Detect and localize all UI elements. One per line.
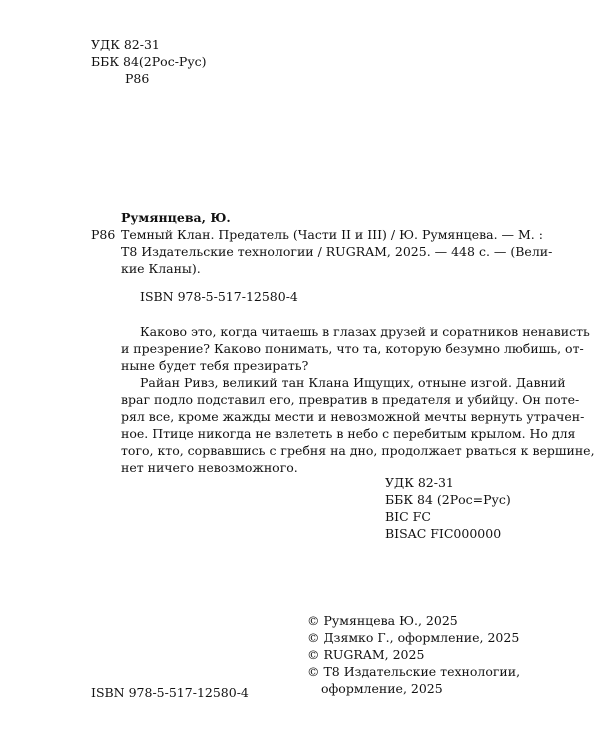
classification-line: BIC FC: [385, 509, 431, 524]
author-mark: Р86: [125, 71, 150, 86]
bib-line: Темный Клан. Предатель (Части II и III) / Ю. Румянцева. — М. :: [121, 227, 543, 242]
classification-line: УДК 82-31: [385, 475, 454, 490]
bbk-code: ББК 84(2Рос-Рус): [91, 54, 207, 69]
udk-code: УДК 82-31: [91, 37, 160, 52]
record-author: Румянцева, Ю.: [121, 210, 231, 225]
bib-line: кие Кланы).: [121, 261, 201, 276]
classification-line: ББК 84 (2Рос=Рус): [385, 492, 511, 507]
bibliographic-record: [121, 226, 553, 277]
copyright-line: оформление, 2025: [321, 681, 443, 696]
record-author-mark: Р86: [91, 227, 116, 242]
classification-line: BISAC FIC000000: [385, 526, 502, 541]
copyright-line: © Дзямко Г., оформление, 2025: [307, 630, 520, 645]
copyright-line: © RUGRAM, 2025: [307, 647, 425, 662]
copyright-line: © Т8 Издательские технологии,: [307, 664, 521, 679]
annotation-line: Каково это, когда читаешь в глазах друзей и соратников ненависть: [140, 324, 590, 339]
isbn-footer: ISBN 978-5-517-12580-4: [91, 685, 249, 700]
annotation-line: нет ничего невозможного.: [121, 460, 298, 475]
copyright-line: © Румянцева Ю., 2025: [307, 613, 458, 628]
annotation-line: враг подло подставил его, превратив в предателя и убийцу. Он поте-: [121, 392, 580, 407]
bib-line: Т8 Издательские технологии / RUGRAM, 2025. — 448 с. — (Вели-: [121, 244, 553, 259]
annotation-line: рял все, кроме жажды мести и невозможной мечты вернуть утрачен-: [121, 409, 585, 424]
annotation-line: Райан Ривз, великий тан Клана Ищущих, отныне изгой. Давний: [140, 375, 566, 390]
annotation-line: ное. Птице никогда не взлететь в небо с перебитым крылом. Но для: [121, 426, 576, 441]
annotation-line: и презрение? Каково понимать, что та, которую безумно любишь, от-: [121, 341, 584, 356]
isbn-record: ISBN 978-5-517-12580-4: [140, 289, 298, 304]
annotation-line: ныне будет тебя презирать?: [121, 358, 309, 373]
bottom-classification: [385, 474, 511, 542]
copyright-block: [307, 612, 520, 697]
top-classification: [91, 36, 207, 87]
annotation-line: того, кто, сорвавшись с гребня на дно, продолжает рваться к вершине,: [121, 443, 595, 458]
annotation: [121, 323, 595, 476]
